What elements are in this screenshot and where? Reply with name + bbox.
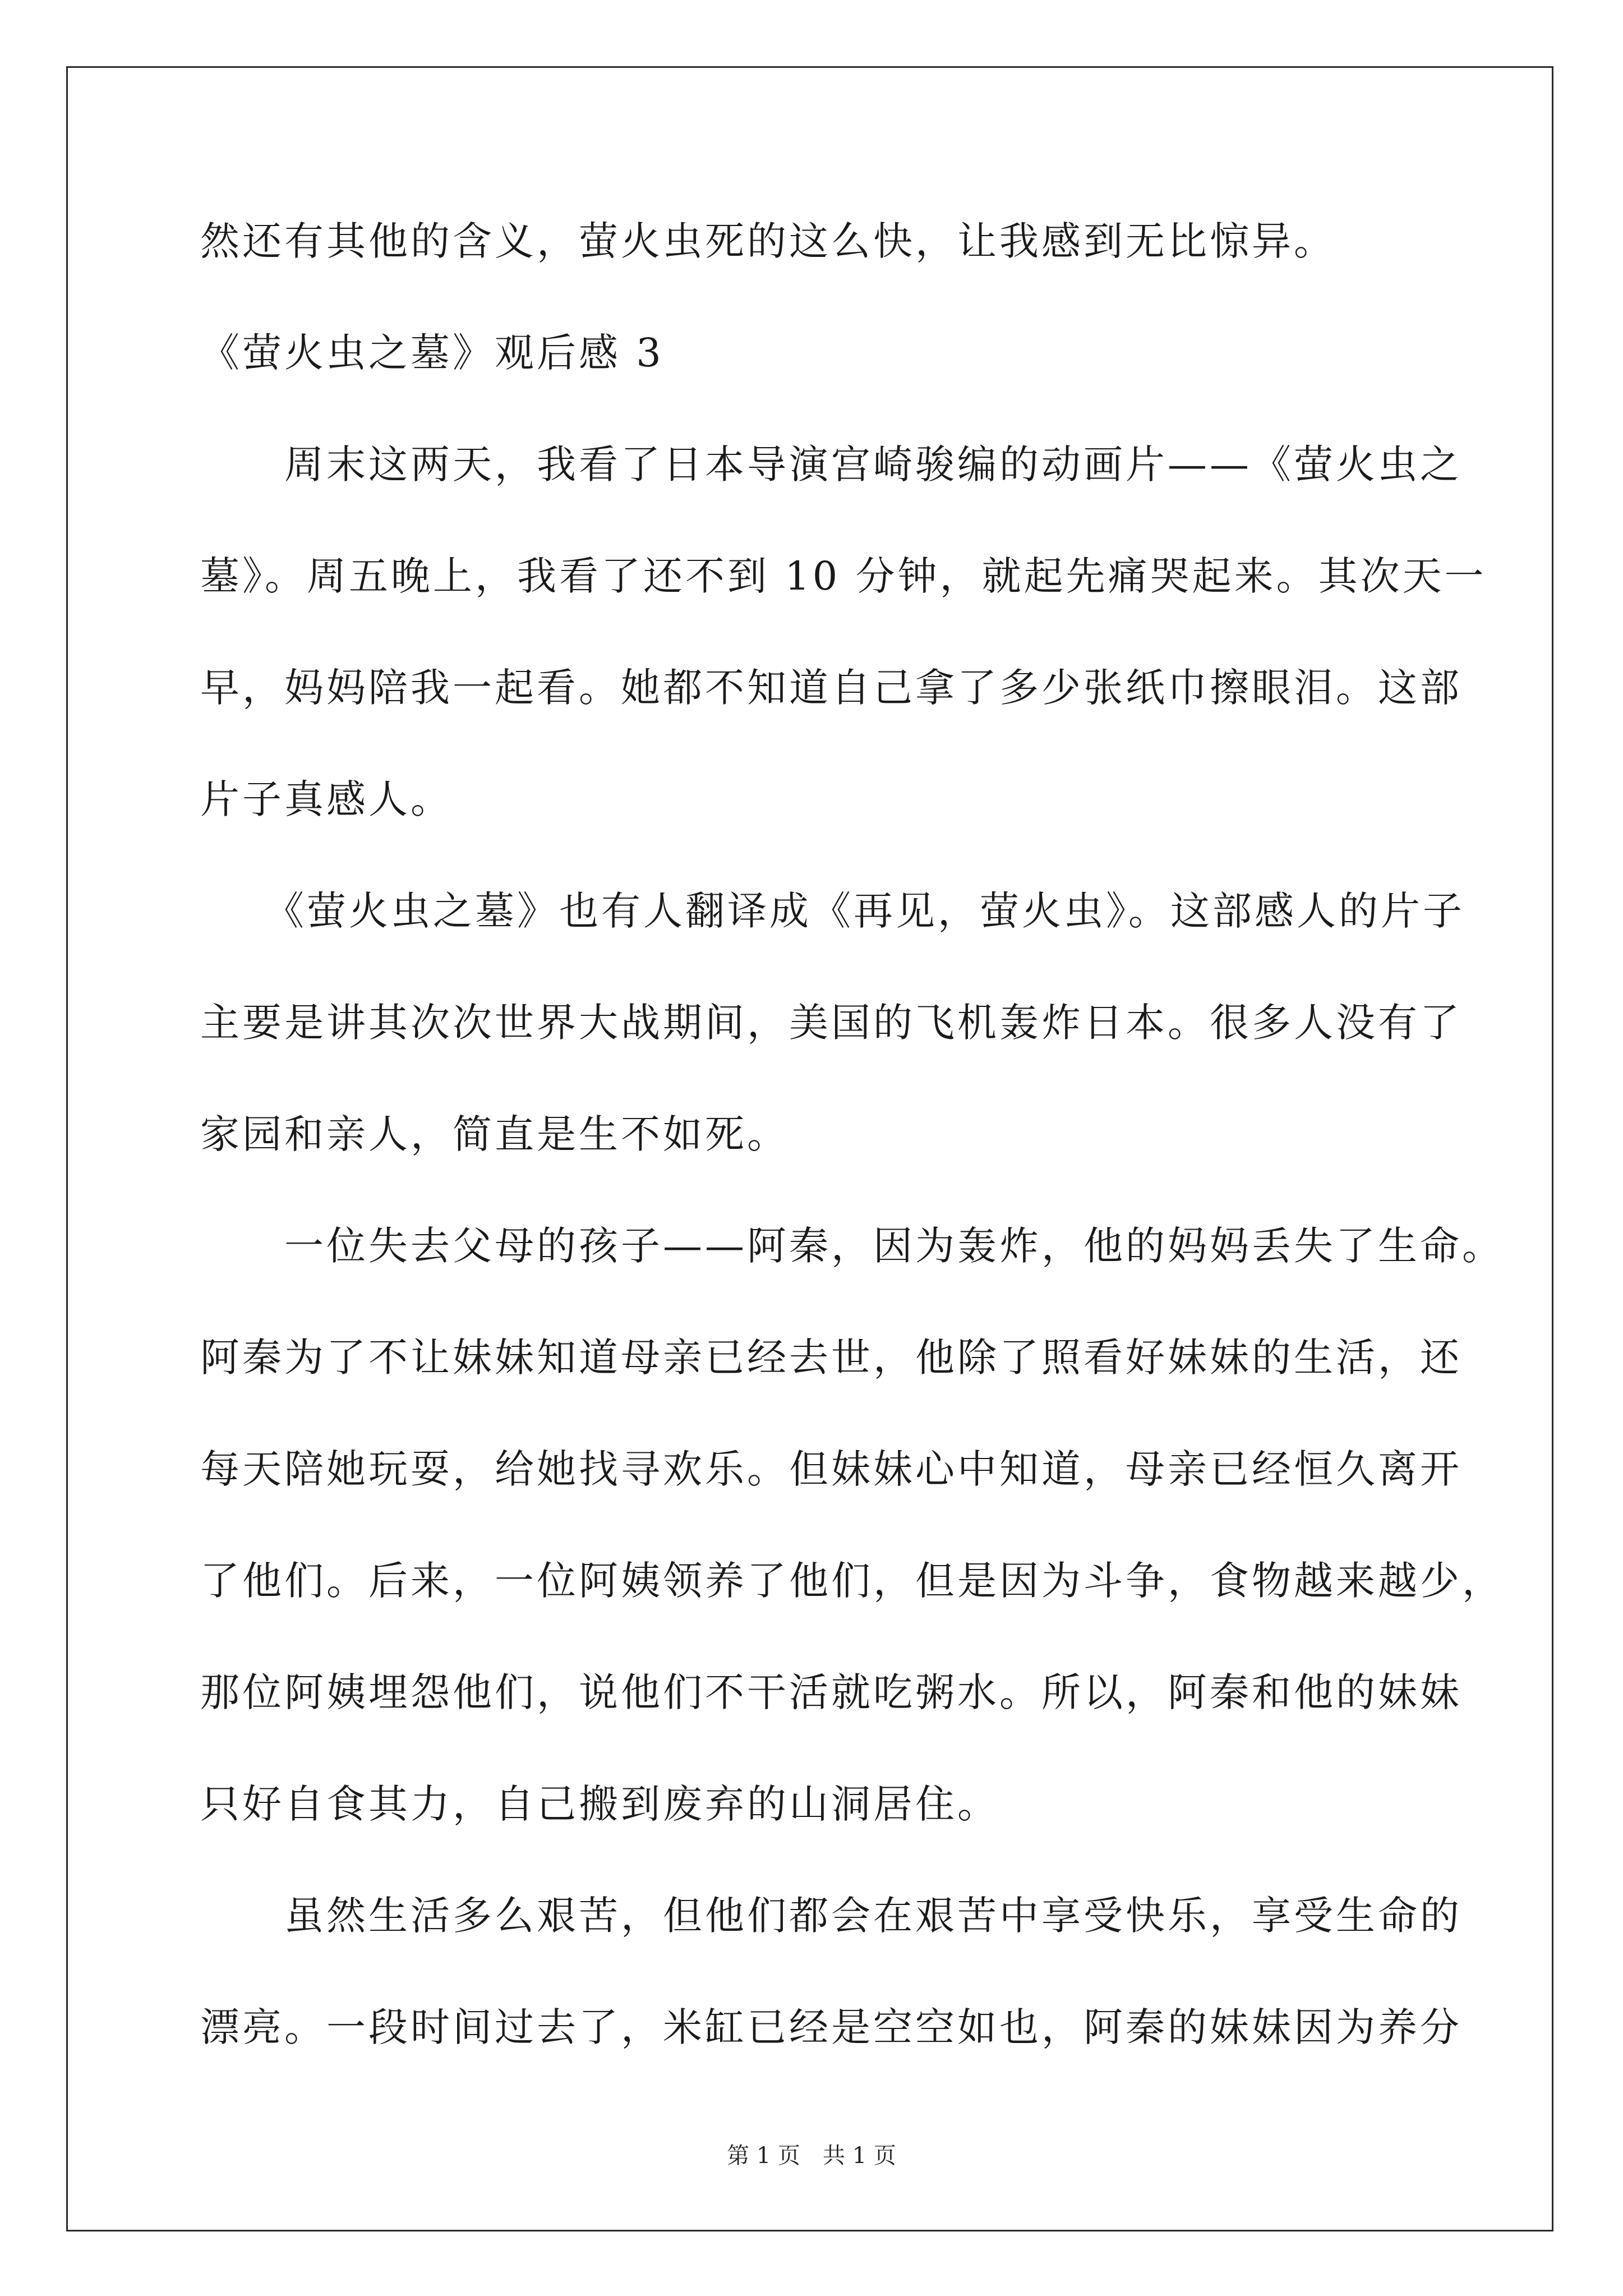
text-line: 片子真感人。 <box>200 776 453 822</box>
page-footer: 第 1 页 共 1 页 <box>727 2143 896 2169</box>
text-line: 墓》。周五晚上，我看了还不到 10 分钟，就起先痛哭起来。其次天一 <box>200 553 1487 599</box>
text-line: 漂亮。一段时间过去了，米缸已经是空空如也，阿秦的妹妹因为养分 <box>200 2004 1462 2050</box>
text-line: 每天陪她玩耍，给她找寻欢乐。但妹妹心中知道，母亲已经恒久离开 <box>200 1446 1462 1492</box>
text-line: 早，妈妈陪我一起看。她都不知道自己拿了多少张纸巾擦眼泪。这部 <box>200 665 1462 711</box>
text-line: 一位失去父母的孩子——阿秦，因为轰炸，他的妈妈丢失了生命。 <box>200 1223 1504 1269</box>
text-line: 那位阿姨埋怨他们，说他们不干活就吃粥水。所以，阿秦和他的妹妹 <box>200 1669 1462 1715</box>
text-line: 阿秦为了不让妹妹知道母亲已经去世，他除了照看好妹妹的生活，还 <box>200 1335 1462 1381</box>
text-line: 周末这两天，我看了日本导演宫崎骏编的动画片——《萤火虫之 <box>200 441 1462 487</box>
text-line: 主要是讲其次次世界大战期间，美国的飞机轰炸日本。很多人没有了 <box>200 1000 1462 1046</box>
text-line: 了他们。后来，一位阿姨领养了他们，但是因为斗争，食物越来越少， <box>200 1558 1504 1604</box>
text-line: 只好自食其力，自己搬到废弃的山洞居住。 <box>200 1781 999 1827</box>
section-heading: 《萤火虫之墓》观后感 3 <box>200 330 664 376</box>
text-line: 虽然生活多么艰苦，但他们都会在艰苦中享受快乐，享受生命的 <box>200 1893 1462 1939</box>
text-line: 《萤火虫之墓》也有人翻译成《再见，萤火虫》。这部感人的片子 <box>200 888 1465 934</box>
text-line: 家园和亲人，简直是生不如死。 <box>200 1111 789 1157</box>
text-line: 然还有其他的含义，萤火虫死的这么快，让我感到无比惊异。 <box>200 218 1336 264</box>
